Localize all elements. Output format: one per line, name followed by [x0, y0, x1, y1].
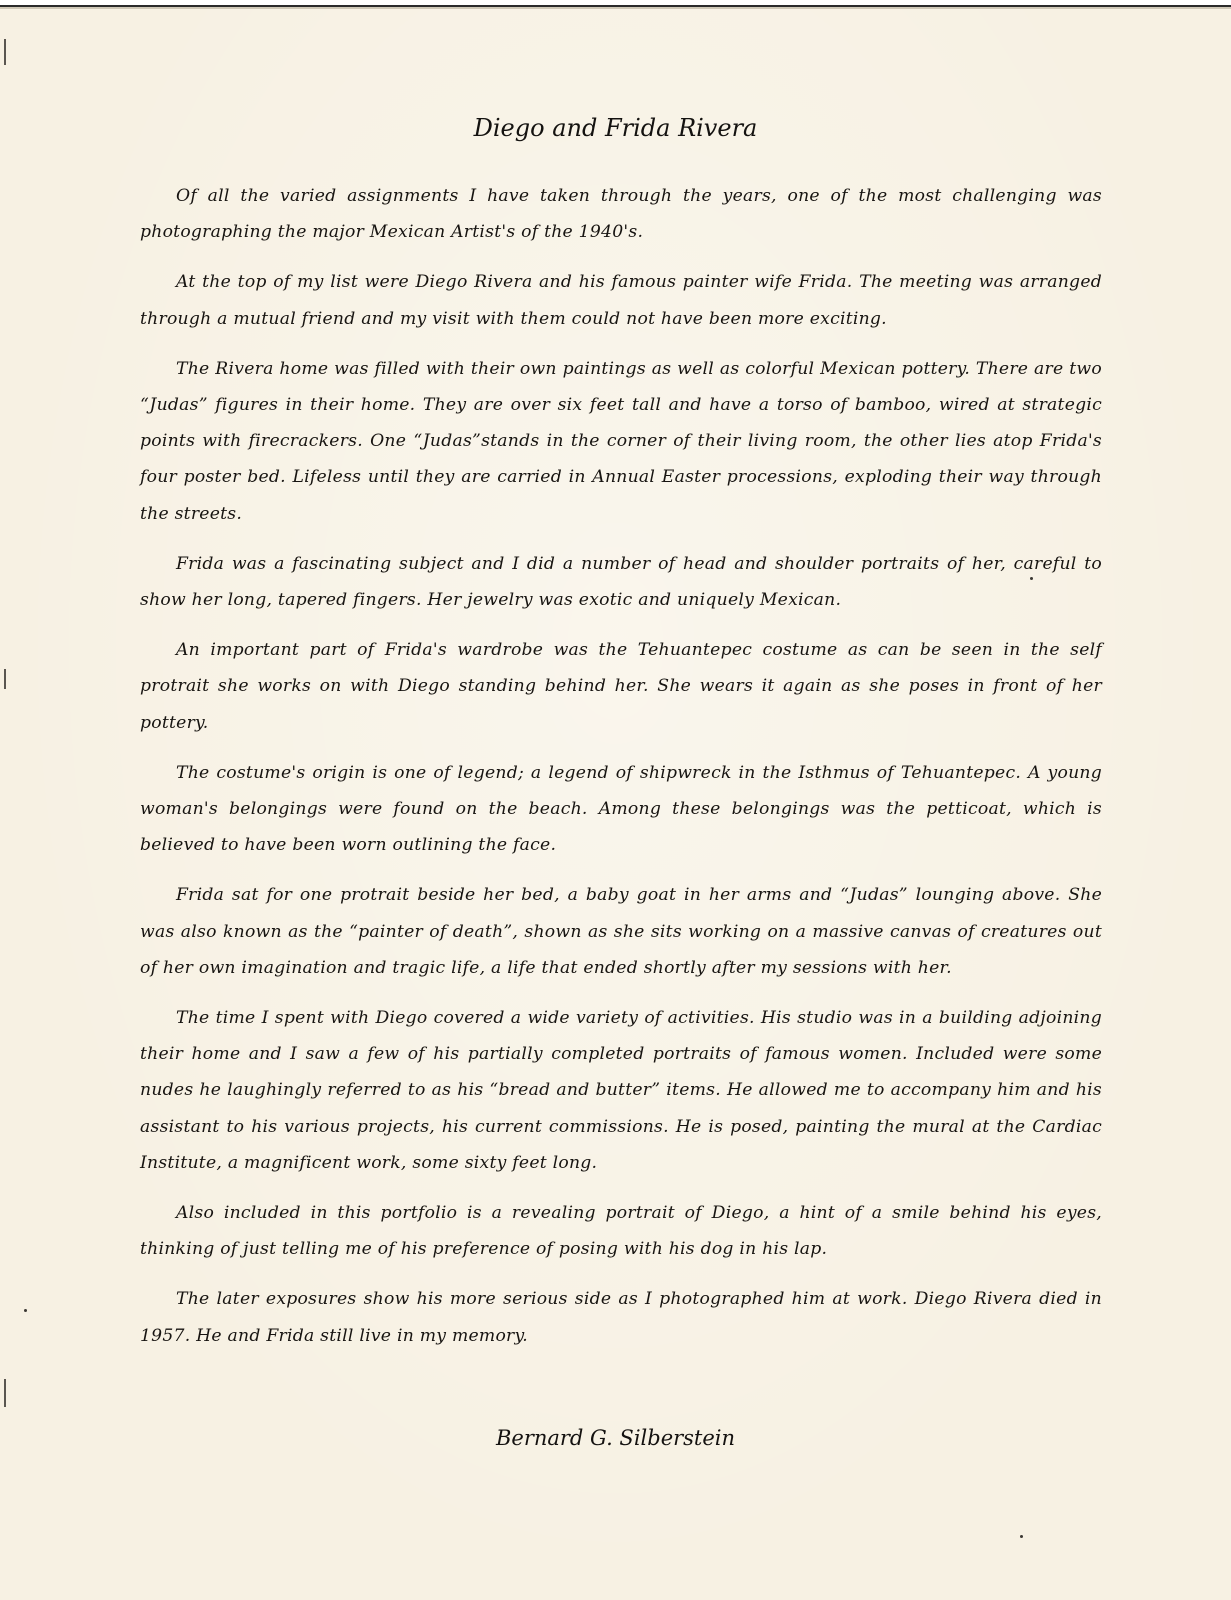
scan-edge-mark	[4, 1379, 6, 1407]
paragraph: The time I spent with Diego covered a wide variety of activities. His studio was in a building adjoining their home and I saw a few of his partially completed portraits of famous women. Included were some nudes he laughingly referred to as his “bread and butter” items. He allowed me to accompany him and his assistant to his various projects, his current commissions. He is posed, painting the mural at the Cardiac Institute, a magnificent work, some sixty feet long.	[140, 1008, 1102, 1173]
paragraph: Also included in this portfolio is a revealing portrait of Diego, a hint of a smile behind his eyes, thinking of just telling me of his preference of posing with his dog in his lap.	[140, 1203, 1102, 1260]
paragraph: An important part of Frida's wardrobe was the Tehuantepec costume as can be seen in the self protrait she works on with Diego standing behind her. She wears it again as she poses in front of her pottery.	[140, 640, 1102, 733]
paragraph: The Rivera home was filled with their own paintings as well as colorful Mexican pottery. There are two “Judas” figures in their home. They are over six feet tall and have a torso of bamboo, wired at strategic points with firecrackers. One “Judas”stands in the corner of their living room, the other lies atop Frida's four poster bed. Lifeless until they are carried in Annual Easter processions, exploding their way through the streets.	[140, 358, 1102, 524]
paragraph: Of all the varied assignments I have taken through the years, one of the most challenging was photographing the major Mexican Artist's of the 1940's.	[140, 186, 1102, 243]
scan-top-edge	[0, 0, 1231, 9]
paragraph: Frida was a fascinating subject and I did a number of head and shoulder portraits of her, careful to show her long, tapered fingers. Her jewelry was exotic and uniquely Mexican.	[140, 553, 1102, 611]
document-body	[140, 178, 1102, 1368]
author-signature: Bernard G. Silberstein	[495, 1426, 736, 1450]
paper-speck	[1020, 1535, 1023, 1538]
paragraph: The later exposures show his more serious side as I photographed him at work. Diego Rivera died in 1957. He and Frida still live in my memory.	[140, 1289, 1102, 1346]
scan-edge-mark	[4, 39, 6, 65]
paragraph: The costume's origin is one of legend; a legend of shipwreck in the Isthmus of Tehuantepec. A young woman's belongings were found on the beach. Among these belongings was the petticoat, which is believed to have been worn outlining the face.	[140, 762, 1102, 856]
document-title: Diego and Frida Rivera	[473, 114, 758, 142]
scan-edge-mark	[4, 669, 6, 689]
paragraph: Frida sat for one protrait beside her bed, a baby goat in her arms and “Judas” lounging above. She was also known as the “painter of death”, shown as she sits working on a massive canvas of creatures out of her own imagination and tragic life, a life that ended shortly after my sessions with her.	[140, 885, 1102, 978]
paragraph: At the top of my list were Diego Rivera and his famous painter wife Frida. The meeting was arranged through a mutual friend and my visit with them could not have been more exciting.	[140, 272, 1102, 329]
paper-speck	[24, 1309, 27, 1312]
